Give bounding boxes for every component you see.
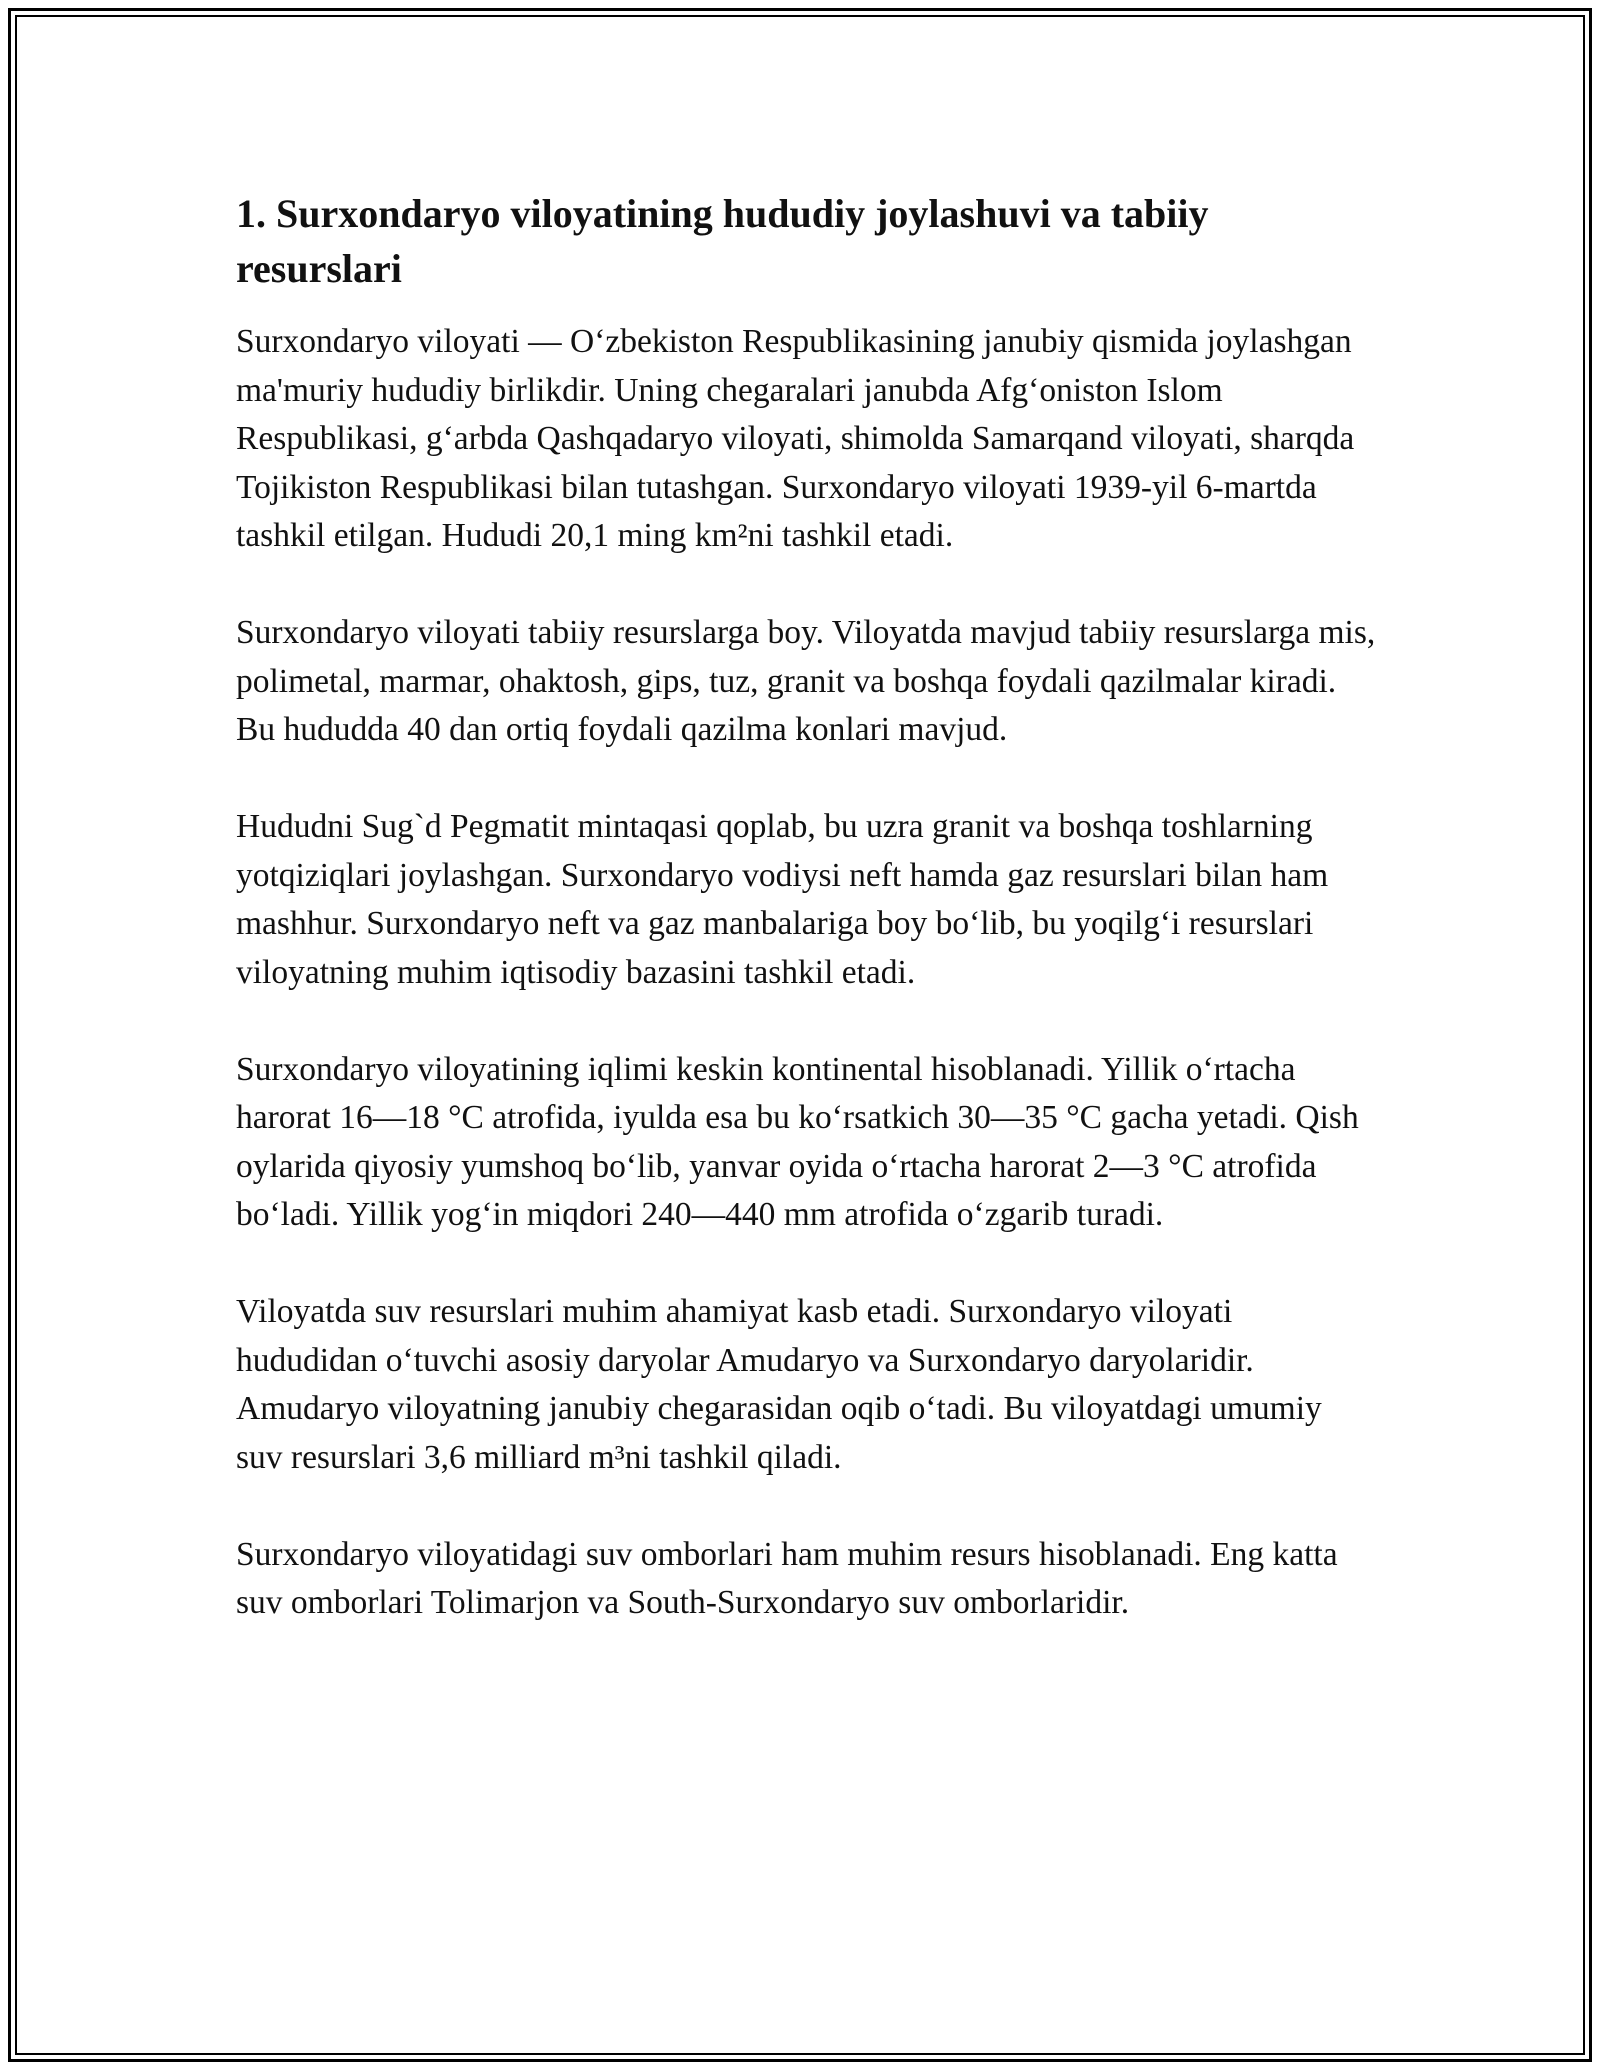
section-title: 1. Surxondaryo viloyatining hududiy joylashuvi va tabiiy resurslari [236, 191, 1209, 291]
paragraph-natural-resources: Surxondaryo viloyati tabiiy resurslarga boy. Viloyatda mavjud tabiiy resurslarga mis, polimetal, marmar, ohaktosh, gips, tuz, granit va boshqa foydali qazilmalar kiradi. Bu hududda 40 dan ortiq foydali qazilma konlari mavjud. [236, 614, 1376, 748]
paragraph-location: Surxondaryo viloyati — O‘zbekiston Respublikasining janubiy qismida joylashgan ma'muriy hududiy birlikdir. Uning chegaralari janubda Afg‘oniston Islom Respublikasi, g‘arbda Qashqadaryo viloyati, shimolda Samarqand viloyati, sharqda Tojikiston Respublikasi bilan tutashgan. Surxondaryo viloyati 1939-yil 6-martda tashkil etilgan. Hududi 20,1 ming km²ni tashkil etadi. [236, 323, 1355, 554]
document-body [236, 186, 1376, 1676]
paragraph-climate: Surxondaryo viloyatining iqlimi keskin kontinental hisoblanadi. Yillik o‘rtacha harorat 16—18 °C atrofida, iyulda esa bu ko‘rsatkich 30—35 °C gacha yetadi. Qish oylarida qiyosiy yumshoq bo‘lib, yanvar oyida o‘rtacha harorat 2—3 °C atrofida bo‘ladi. Yillik yog‘in miqdori 240—440 mm atrofida o‘zgarib turadi. [236, 1050, 1359, 1233]
paragraph-water-resources: Viloyatda suv resurslari muhim ahamiyat kasb etadi. Surxondaryo viloyati hududidan o‘tuvchi asosiy daryolar Amudaryo va Surxondaryo daryolaridir. Amudaryo viloyatning janubiy chegarasidan oqib o‘tadi. Bu viloyatdagi umumiy suv resurslari 3,6 milliard m³ni tashkil qiladi. [236, 1293, 1322, 1476]
paragraph-oil-gas: Hududni Sug`d Pegmatit mintaqasi qoplab, bu uzra granit va boshqa toshlarning yotqiziqlari joylashgan. Surxondaryo vodiysi neft hamda gaz resurslari bilan ham mashhur. Surxondaryo neft va gaz manbalariga boy bo‘lib, bu yoqilg‘i resurslari viloyatning muhim iqtisodiy bazasini tashkil etadi. [236, 808, 1329, 991]
paragraph-reservoirs: Surxondaryo viloyatidagi suv omborlari ham muhim resurs hisoblanadi. Eng katta suv omborlari Tolimarjon va South-Surxondaryo suv omborlaridir. [236, 1535, 1338, 1621]
